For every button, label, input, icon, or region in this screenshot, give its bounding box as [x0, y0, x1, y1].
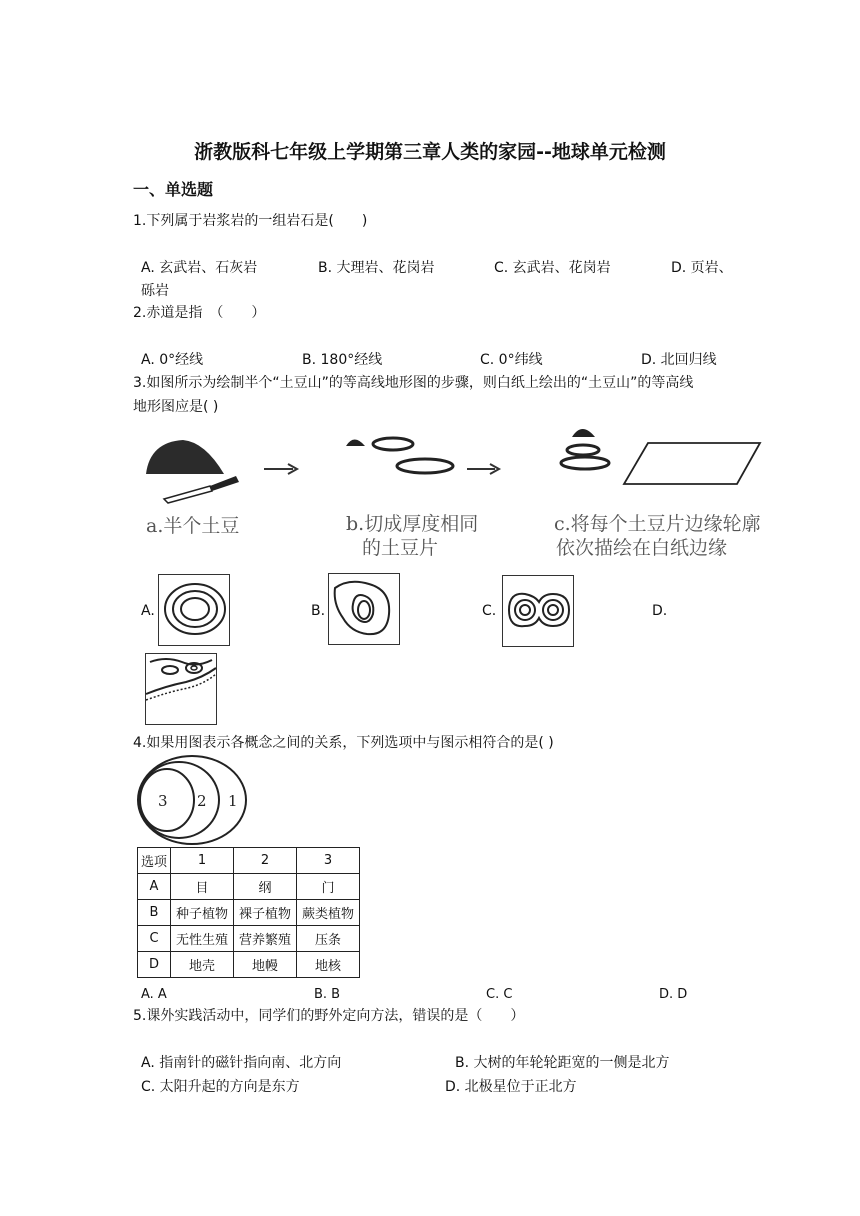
table-cell: 裸子植物	[234, 900, 297, 926]
question-1-option-c[interactable]: C. 玄武岩、花岗岩	[494, 260, 611, 276]
question-3-option-d[interactable]: D.	[652, 603, 668, 619]
question-2-option-b[interactable]: B. 180°经线	[302, 352, 383, 368]
venn-label-1: 1	[228, 792, 238, 810]
contour-map-d[interactable]	[145, 653, 217, 725]
table-row	[138, 874, 360, 900]
venn-label-3: 3	[158, 792, 168, 810]
table-cell: 种子植物	[171, 900, 234, 926]
question-3-option-a[interactable]: A.	[141, 603, 155, 619]
table-header-cell: 选项	[138, 848, 171, 874]
table-cell: 目	[171, 874, 234, 900]
contour-map-c[interactable]	[502, 575, 574, 647]
table-cell: 压条	[297, 926, 360, 952]
knife-icon	[164, 476, 239, 503]
arrow-icon-2	[467, 464, 499, 474]
table-cell: B	[138, 900, 171, 926]
table-cell: 蕨类植物	[297, 900, 360, 926]
caption-c-line1: c.将每个土豆片边缘轮廓	[554, 513, 761, 535]
question-4-option-c[interactable]: C. C	[486, 987, 513, 1002]
question-2-option-a[interactable]: A. 0°经线	[141, 352, 204, 368]
question-1-option-d-cont: 砾岩	[141, 283, 169, 299]
stacked-slice-mid	[567, 445, 599, 455]
table-cell: 门	[297, 874, 360, 900]
venn-label-2: 2	[197, 792, 207, 810]
table-cell: D	[138, 952, 171, 978]
potato-slice-medium	[373, 438, 413, 450]
table-cell: 纲	[234, 874, 297, 900]
table-header-cell: 1	[171, 848, 234, 874]
section-heading: 一、单选题	[133, 180, 214, 199]
venn-diagram	[136, 754, 252, 846]
table-cell: 无性生殖	[171, 926, 234, 952]
caption-b-line2: 的土豆片	[362, 537, 439, 559]
question-1-option-b[interactable]: B. 大理岩、花岗岩	[318, 260, 435, 276]
table-header-cell: 3	[297, 848, 360, 874]
question-2-stem: 2.赤道是指 （ ）	[133, 305, 266, 321]
caption-c-line2: 依次描绘在白纸边缘	[556, 537, 728, 559]
question-1-stem: 1.下列属于岩浆岩的一组岩石是( )	[133, 213, 368, 229]
question-3-stem-line2: 地形图应是( )	[133, 399, 219, 415]
question-1-option-d[interactable]: D. 页岩、	[671, 260, 733, 276]
table-cell: 地核	[297, 952, 360, 978]
question-4-option-d[interactable]: D. D	[659, 987, 688, 1002]
potato-slice-small	[346, 440, 365, 447]
concept-table	[137, 847, 360, 978]
arrow-icon-1	[264, 464, 297, 474]
white-paper-shape	[624, 443, 760, 484]
potato-slice-large	[397, 459, 453, 473]
table-header-row	[138, 848, 360, 874]
table-row	[138, 952, 360, 978]
table-header-cell: 2	[234, 848, 297, 874]
question-3-stem-line1: 3.如图所示为绘制半个“土豆山”的等高线地形图的步骤，则白纸上绘出的“土豆山”的等高线	[133, 375, 694, 391]
table-cell: 营养繁殖	[234, 926, 297, 952]
question-5-option-d[interactable]: D. 北极星位于正北方	[445, 1079, 577, 1095]
table-row	[138, 926, 360, 952]
caption-a: a.半个土豆	[146, 515, 240, 537]
question-2-option-d[interactable]: D. 北回归线	[641, 352, 717, 368]
question-3-option-b[interactable]: B.	[311, 603, 326, 619]
question-5-stem: 5.课外实践活动中，同学们的野外定向方法，错误的是（ ）	[133, 1008, 525, 1024]
question-5-option-c[interactable]: C. 太阳升起的方向是东方	[141, 1079, 300, 1095]
contour-map-b[interactable]	[328, 573, 400, 645]
question-2-option-c[interactable]: C. 0°纬线	[480, 352, 543, 368]
table-cell: C	[138, 926, 171, 952]
table-cell: 地幔	[234, 952, 297, 978]
stacked-slice-bottom	[561, 457, 609, 469]
half-potato-shape	[146, 440, 224, 474]
caption-b-line1: b.切成厚度相同	[346, 513, 479, 535]
table-cell: A	[138, 874, 171, 900]
question-3-option-c[interactable]: C.	[482, 603, 497, 619]
question-5-option-a[interactable]: A. 指南针的磁针指向南、北方向	[141, 1055, 342, 1071]
question-4-stem: 4.如果用图表示各概念之间的关系，下列选项中与图示相符合的是( )	[133, 735, 554, 751]
question-5-option-b[interactable]: B. 大树的年轮轮距宽的一侧是北方	[455, 1055, 670, 1071]
question-4-option-b[interactable]: B. B	[314, 987, 341, 1002]
question-4-option-a[interactable]: A. A	[141, 987, 167, 1002]
question-1-option-a[interactable]: A. 玄武岩、石灰岩	[141, 260, 258, 276]
table-cell: 地壳	[171, 952, 234, 978]
stacked-slice-top	[572, 429, 595, 437]
contour-map-a[interactable]	[158, 574, 230, 646]
table-row	[138, 900, 360, 926]
page-title: 浙教版科七年级上学期第三章人类的家园--地球单元检测	[194, 141, 666, 163]
